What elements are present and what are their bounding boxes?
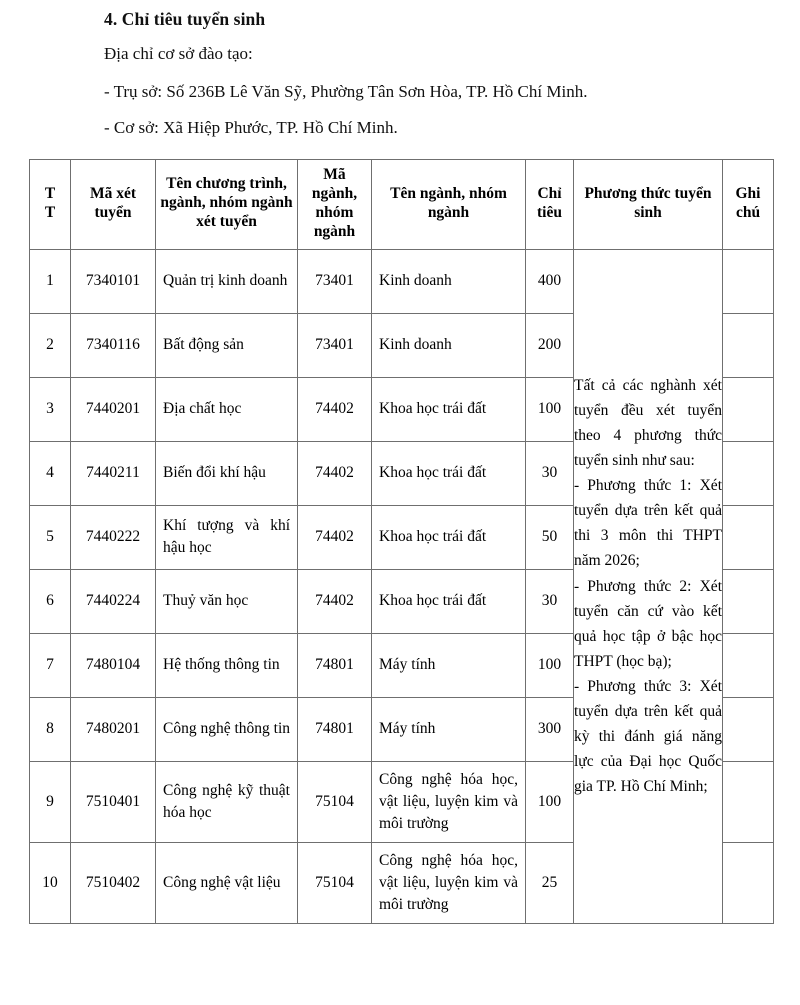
cell-ten-nganh-text: Khoa học trái đất: [379, 592, 487, 610]
cell-ten-nganh-text: Kinh doanh: [379, 336, 452, 354]
cell-ghi-chu: [723, 569, 774, 633]
cell-tt: [30, 313, 71, 377]
cell-tt: [30, 505, 71, 569]
cell-ma-xet-tuyen-text: 7510401: [85, 792, 141, 810]
cell-ghi-chu-text: [723, 879, 773, 887]
cell-ma-nganh: [298, 377, 372, 441]
cell-ma-nganh: [298, 842, 372, 923]
cell-ma-nganh-text: 73401: [315, 336, 354, 354]
column-header-tt-line2: T: [44, 203, 56, 221]
cell-ten-chuong-trinh: [156, 761, 298, 842]
cell-tt-text: 7: [46, 656, 54, 674]
cell-ma-xet-tuyen: [71, 505, 156, 569]
cell-ma-nganh-text: 74402: [315, 592, 354, 610]
cell-ma-nganh: [298, 569, 372, 633]
cell-ghi-chu-text: [723, 341, 773, 349]
cell-ten-nganh: [372, 441, 526, 505]
cell-chi-tieu-text: 200: [537, 336, 562, 354]
cell-ma-xet-tuyen: [71, 761, 156, 842]
cell-ma-xet-tuyen-text: 7480201: [85, 720, 141, 738]
cell-ten-chuong-trinh-text: Bất động sản: [163, 336, 244, 354]
cell-ghi-chu-text: [723, 533, 773, 541]
address-main-campus: - Trụ sở: Số 236B Lê Văn Sỹ, Phường Tân Sơn Hòa, TP. Hồ Chí Minh.: [104, 82, 588, 101]
phuong-thuc-intro: Tất cả các nghành xét tuyển đều xét tuyển theo 4 phương thức tuyển sinh như sau:: [574, 376, 722, 470]
cell-ten-chuong-trinh-text: Biến đổi khí hậu: [163, 464, 266, 482]
cell-chi-tieu: [526, 505, 574, 569]
cell-tt: [30, 569, 71, 633]
cell-ma-xet-tuyen: [71, 441, 156, 505]
cell-ten-chuong-trinh-text: Hệ thống thông tin: [163, 656, 280, 674]
cell-tt: [30, 249, 71, 313]
cell-tt: [30, 761, 71, 842]
cell-ma-nganh: [298, 633, 372, 697]
cell-ma-xet-tuyen: [71, 633, 156, 697]
cell-ten-chuong-trinh: [156, 505, 298, 569]
cell-tt-text: 4: [46, 464, 54, 482]
cell-ten-chuong-trinh: [156, 569, 298, 633]
cell-ghi-chu-text: [723, 597, 773, 605]
cell-ten-chuong-trinh-text: Khí tượng và khí hậu học: [163, 517, 290, 557]
cell-ma-xet-tuyen: [71, 569, 156, 633]
cell-ten-chuong-trinh: [156, 313, 298, 377]
cell-ten-nganh-text: Kinh doanh: [379, 272, 452, 290]
cell-ma-nganh-text: 74801: [315, 720, 354, 738]
cell-chi-tieu-text: 100: [537, 656, 562, 674]
cell-ghi-chu: [723, 842, 774, 923]
cell-ten-nganh: [372, 569, 526, 633]
cell-tt-text: 9: [46, 792, 54, 810]
address-label: Địa chỉ cơ sở đào tạo:: [104, 44, 253, 63]
cell-ten-nganh-text: Khoa học trái đất: [379, 464, 487, 482]
table-row: [30, 249, 774, 313]
cell-ghi-chu-text: [723, 798, 773, 806]
cell-tt-text: 5: [46, 528, 54, 546]
cell-chi-tieu: [526, 842, 574, 923]
cell-chi-tieu: [526, 761, 574, 842]
cell-tt: [30, 633, 71, 697]
cell-tt: [30, 697, 71, 761]
cell-ten-chuong-trinh-text: Công nghệ thông tin: [163, 720, 291, 738]
cell-ghi-chu: [723, 761, 774, 842]
cell-chi-tieu: [526, 249, 574, 313]
admissions-table-wrapper: [29, 159, 773, 924]
cell-ten-nganh: [372, 377, 526, 441]
cell-chi-tieu-text: 300: [537, 720, 562, 738]
cell-chi-tieu: [526, 569, 574, 633]
cell-ten-nganh-text: Khoa học trái đất: [379, 400, 487, 418]
column-header-ten-chuong-trinh: Tên chương trình, ngành, nhóm ngành xét tuyển: [156, 160, 298, 250]
table-body: [30, 249, 774, 923]
cell-tt-text: 8: [46, 720, 54, 738]
cell-chi-tieu: [526, 697, 574, 761]
cell-ten-nganh-text: Máy tính: [379, 720, 436, 738]
cell-chi-tieu-text: 25: [541, 873, 558, 891]
cell-phuong-thuc-tuyen-sinh: [574, 249, 723, 923]
cell-chi-tieu-text: 100: [537, 400, 562, 418]
cell-ghi-chu-text: [723, 469, 773, 477]
cell-ma-nganh-text: 74402: [315, 528, 354, 546]
table-header-row: [30, 160, 774, 250]
column-header-phuong-thuc: Phương thức tuyển sinh: [574, 160, 723, 250]
cell-ma-nganh-text: 75104: [315, 792, 354, 810]
cell-ten-nganh: [372, 313, 526, 377]
cell-ma-xet-tuyen-text: 7440222: [85, 528, 141, 546]
cell-ghi-chu-text: [723, 277, 773, 285]
cell-ten-chuong-trinh: [156, 633, 298, 697]
cell-chi-tieu-text: 30: [541, 464, 558, 482]
cell-tt-text: 6: [46, 592, 54, 610]
column-header-ten-nganh: Tên ngành, nhóm ngành: [372, 160, 526, 250]
cell-ma-xet-tuyen-text: 7480104: [85, 656, 141, 674]
cell-ma-xet-tuyen-text: 7440211: [86, 464, 140, 482]
column-header-ma-nganh: Mã ngành, nhóm ngành: [298, 160, 372, 250]
cell-ma-nganh: [298, 505, 372, 569]
column-header-ghi-chu: Ghi chú: [723, 160, 774, 250]
cell-tt-text: 2: [46, 336, 54, 354]
cell-ten-nganh-text: Công nghệ hóa học, vật liệu, luyện kim và môi trường: [379, 770, 518, 832]
cell-ten-nganh: [372, 249, 526, 313]
cell-ten-chuong-trinh: [156, 249, 298, 313]
cell-ghi-chu-text: [723, 725, 773, 733]
phuong-thuc-3: - Phương thức 3: Xét tuyển dựa trên kết quả kỳ thi đánh giá năng lực của Đại học Quốc gia TP. Hồ Chí Minh;: [574, 678, 722, 796]
cell-ma-xet-tuyen: [71, 697, 156, 761]
cell-ma-xet-tuyen: [71, 377, 156, 441]
column-header-tt-line1: T: [44, 184, 56, 202]
cell-ten-nganh-text: Công nghệ hóa học, vật liệu, luyện kim và môi trường: [379, 851, 518, 913]
address-branch-campus: - Cơ sở: Xã Hiệp Phước, TP. Hồ Chí Minh.: [104, 118, 398, 137]
cell-ma-nganh-text: 73401: [315, 272, 354, 290]
cell-ma-xet-tuyen-text: 7340101: [85, 272, 141, 290]
admissions-quota-table: [29, 159, 774, 924]
cell-ma-nganh: [298, 441, 372, 505]
cell-tt: [30, 377, 71, 441]
phuong-thuc-2: - Phương thức 2: Xét tuyển căn cứ vào kết quả học tập ở bậc học THPT (học bạ);: [574, 577, 722, 670]
cell-ma-nganh-text: 75104: [315, 873, 354, 891]
cell-ten-chuong-trinh: [156, 441, 298, 505]
cell-tt-text: 1: [46, 272, 54, 290]
cell-chi-tieu-text: 100: [537, 792, 562, 810]
page-title: 4. Chỉ tiêu tuyển sinh: [104, 9, 266, 29]
cell-ghi-chu: [723, 505, 774, 569]
column-header-chi-tieu: Chỉ tiêu: [526, 160, 574, 250]
cell-tt-text: 10: [42, 873, 58, 891]
cell-ma-xet-tuyen: [71, 249, 156, 313]
cell-ma-nganh-text: 74402: [315, 400, 354, 418]
column-header-ma-xet-tuyen: Mã xét tuyển: [71, 160, 156, 250]
cell-ten-chuong-trinh-text: Thuỷ văn học: [163, 592, 249, 610]
cell-ten-nganh-text: Khoa học trái đất: [379, 528, 487, 546]
cell-tt: [30, 842, 71, 923]
cell-ma-xet-tuyen-text: 7510402: [85, 873, 141, 891]
cell-chi-tieu: [526, 377, 574, 441]
cell-ghi-chu-text: [723, 405, 773, 413]
cell-chi-tieu-text: 50: [541, 528, 558, 546]
cell-ma-nganh: [298, 761, 372, 842]
cell-ma-xet-tuyen: [71, 842, 156, 923]
phuong-thuc-1: - Phương thức 1: Xét tuyển dựa trên kết quả thi 3 môn thi THPT năm 2026;: [574, 477, 722, 570]
cell-ten-chuong-trinh: [156, 697, 298, 761]
cell-ma-nganh: [298, 697, 372, 761]
cell-ten-nganh: [372, 761, 526, 842]
cell-ma-nganh-text: 74402: [315, 464, 354, 482]
cell-ten-chuong-trinh: [156, 842, 298, 923]
cell-ma-nganh: [298, 249, 372, 313]
cell-ten-nganh-text: Máy tính: [379, 656, 436, 674]
cell-ten-chuong-trinh-text: Công nghệ kỹ thuật hóa học: [163, 781, 290, 821]
cell-ghi-chu: [723, 313, 774, 377]
cell-ten-nganh: [372, 633, 526, 697]
cell-ten-nganh: [372, 842, 526, 923]
cell-ma-xet-tuyen-text: 7440201: [85, 400, 141, 418]
cell-ten-chuong-trinh-text: Công nghệ vật liệu: [163, 873, 281, 891]
cell-chi-tieu: [526, 313, 574, 377]
cell-ma-nganh-text: 74801: [315, 656, 354, 674]
cell-ghi-chu: [723, 249, 774, 313]
cell-ghi-chu-text: [723, 661, 773, 669]
cell-ghi-chu: [723, 377, 774, 441]
cell-ghi-chu: [723, 697, 774, 761]
cell-ghi-chu: [723, 633, 774, 697]
cell-tt-text: 3: [46, 400, 54, 418]
column-header-tt: [30, 160, 71, 250]
cell-chi-tieu: [526, 441, 574, 505]
cell-ten-chuong-trinh: [156, 377, 298, 441]
cell-ten-nganh: [372, 505, 526, 569]
cell-ma-xet-tuyen-text: 7340116: [86, 336, 140, 354]
cell-tt: [30, 441, 71, 505]
cell-ten-chuong-trinh-text: Địa chất học: [163, 400, 242, 418]
cell-ma-xet-tuyen-text: 7440224: [85, 592, 141, 610]
cell-ma-nganh: [298, 313, 372, 377]
cell-chi-tieu-text: 400: [537, 272, 562, 290]
cell-chi-tieu-text: 30: [541, 592, 558, 610]
cell-chi-tieu: [526, 633, 574, 697]
cell-ghi-chu: [723, 441, 774, 505]
cell-ma-xet-tuyen: [71, 313, 156, 377]
cell-ten-nganh: [372, 697, 526, 761]
cell-ten-chuong-trinh-text: Quản trị kinh doanh: [163, 272, 288, 290]
